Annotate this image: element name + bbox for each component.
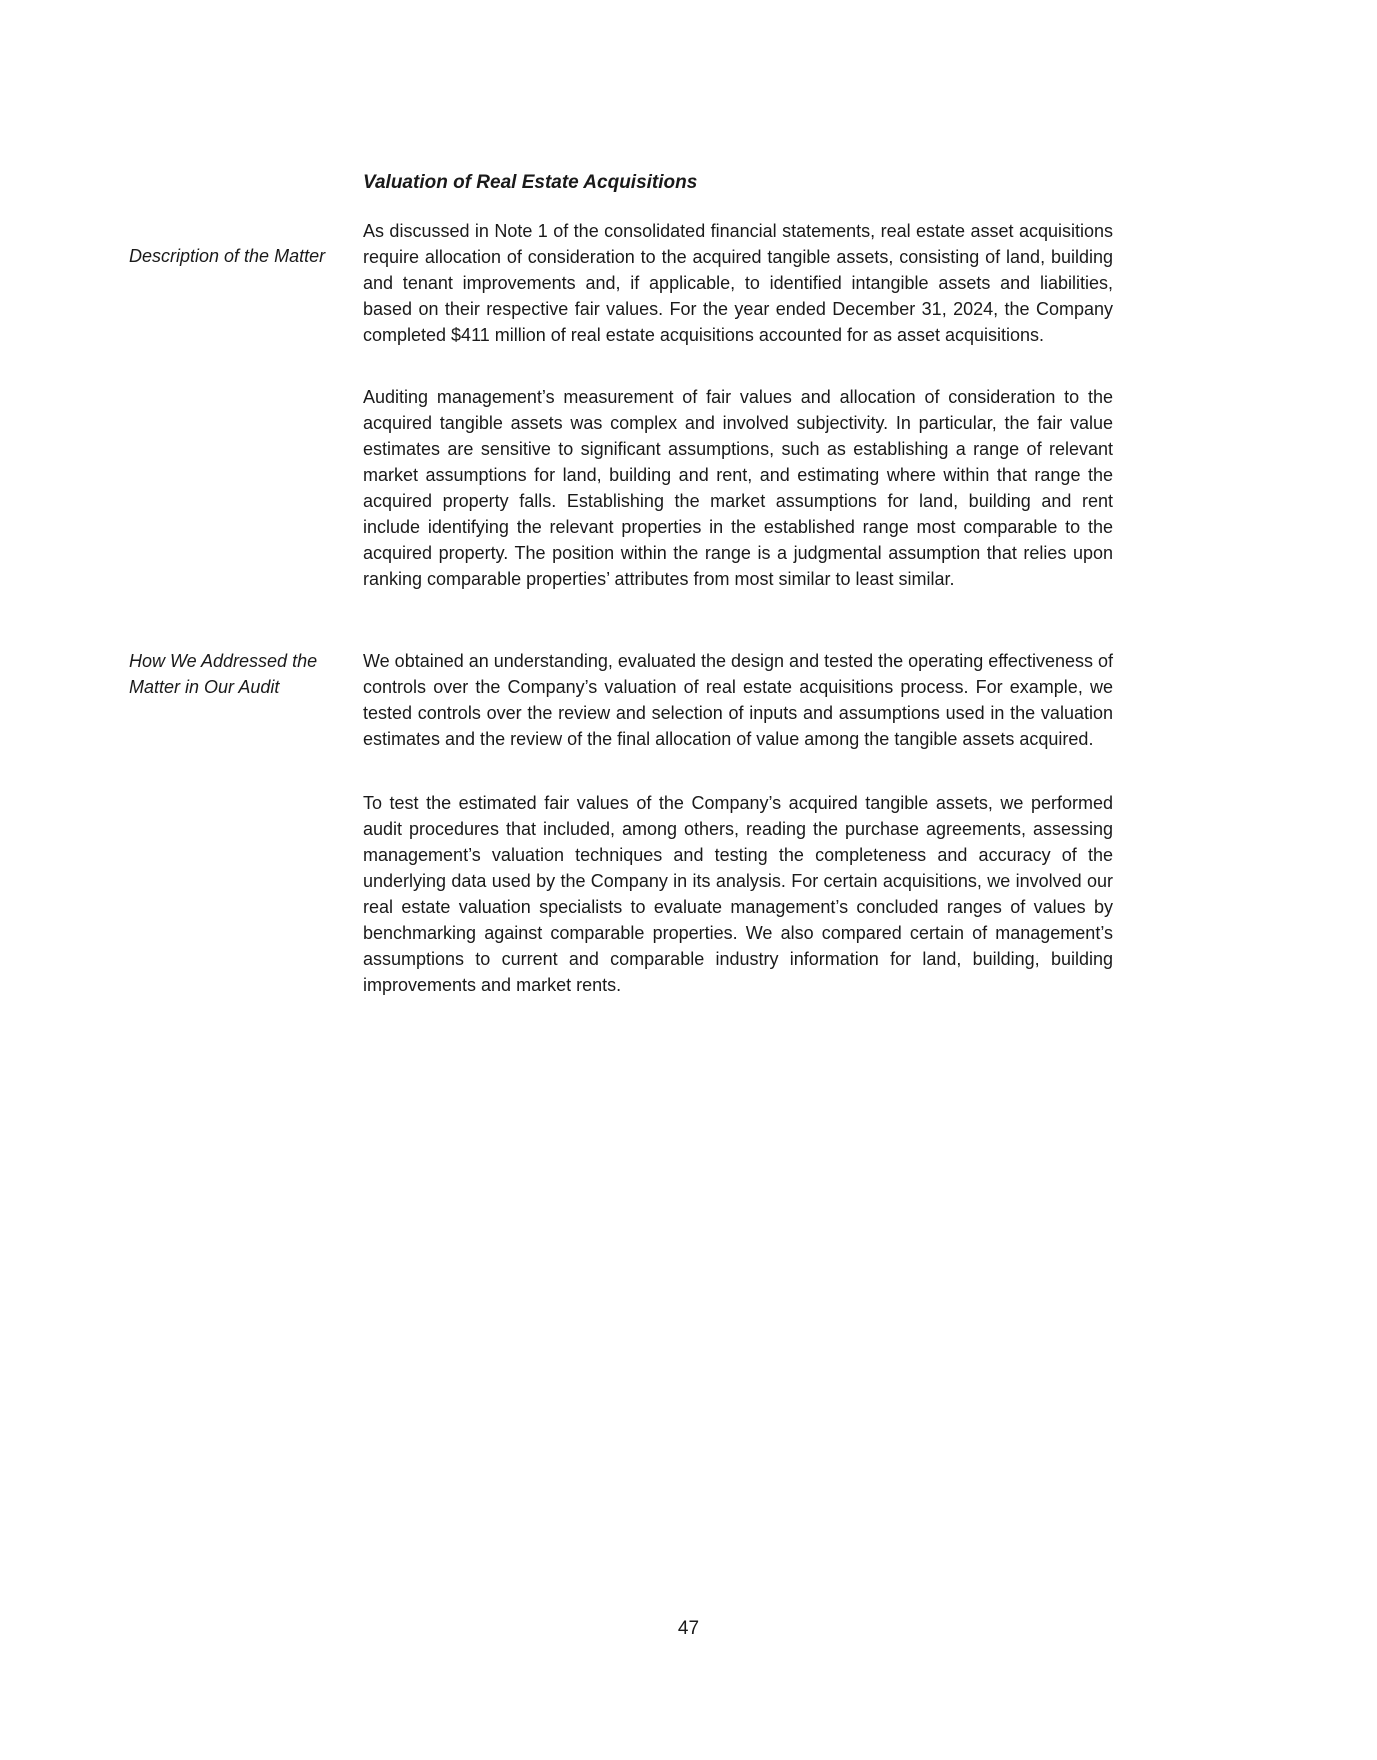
audit-paragraph-1: We obtained an understanding, evaluated the design and tested the operating effectiveness of controls over the Company’s valuation of real estate acquisitions process. For example, we tested controls over the review and selection of inputs and assumptions used in the valuation estimates and the review of the final allocation of value among the tangible assets acquired. [363,651,1113,749]
section-title: Valuation of Real Estate Acquisitions [363,172,698,193]
description-label: Description of the Matter [129,246,326,266]
description-paragraph-2: Auditing management’s measurement of fair values and allocation of consideration to the acquired tangible assets was complex and involved subjectivity. In particular, the fair value estimates are sensitive to significant assumptions, such as establishing a range of relevant market assumptions for land, building and rent, and estimating where within that range the acquired property falls. Establishing the market assumptions for land, building and rent include identifying the relevant properties in the established range most comparable to the acquired property. The position within the range is a judgmental assumption that relies upon ranking comparable properties’ attributes from most similar to least similar. [363,387,1113,589]
audit-paragraph-2: To test the estimated fair values of the Company’s acquired tangible assets, we performed audit procedures that included, among others, reading the purchase agreements, assessing management’s valuation techniques and testing the completeness and accuracy of the underlying data used by the Company in its analysis. For certain acquisitions, we involved our real estate valuation specialists to evaluate management’s concluded ranges of values by benchmarking against comparable properties. We also compared certain of management’s assumptions to current and comparable industry information for land, building, building improvements and market rents. [363,793,1113,995]
page-number: 47 [677,1618,700,1639]
description-paragraph-1: As discussed in Note 1 of the consolidated financial statements, real estate asset acquisitions require allocation of consideration to the acquired tangible assets, consisting of land, building and tenant improvements and, if applicable, to identified intangible assets and liabilities, based on their respective fair values. For the year ended December 31, 2024, the Company completed $411 million of real estate acquisitions accounted for as asset acquisitions. [363,221,1113,345]
how-addressed-label: How We Addressed the Matter in Our Audit [129,651,318,697]
